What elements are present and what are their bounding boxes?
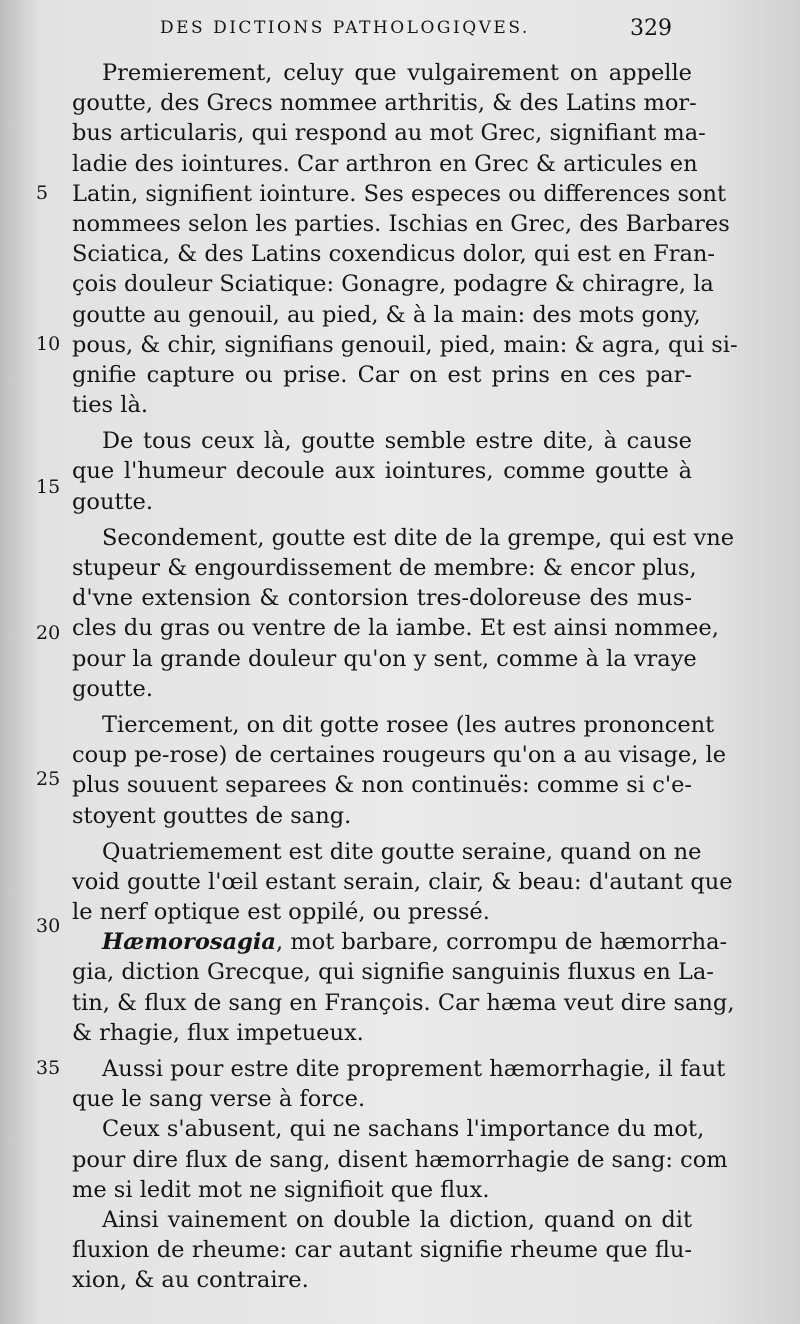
text-line: le nerf optique est oppilé, ou pressé.	[72, 899, 490, 926]
text-line	[72, 927, 728, 957]
text-line: stoyent gouttes de sang.	[72, 802, 352, 829]
text-line: Latin, signifient iointure. Ses especes ou differences sont	[72, 180, 727, 207]
text-line: ladie des iointures. Car arthron en Grec & articules en	[72, 150, 698, 177]
text-line: gnifie capture ou prise. Car on est prins en ces par-	[72, 361, 692, 388]
text-line: goutte.	[72, 675, 153, 702]
body-text	[72, 58, 738, 1296]
line-number: 15	[36, 476, 61, 498]
text-line: Tiercement, on dit gotte rosee (les autres prononcent	[102, 711, 715, 738]
text-line: Ceux s'abusent, qui ne sachans l'importance du mot,	[102, 1116, 705, 1143]
text-fragment: , mot barbare, corrompu de hæmorrha-	[276, 929, 728, 956]
text-line: nommees selon les parties. Ischias en Grec, des Barbares	[72, 210, 730, 237]
text-line: Quatriemement est dite goutte seraine, quand on ne	[102, 838, 702, 865]
text-line: coup pe-rose) de certaines rougeurs qu'on a au visage, le	[72, 742, 727, 769]
text-line: pous, & chir, signifians genouil, pied, main: & agra, qui si-	[72, 331, 738, 358]
latin-term: Hæmorosagia	[102, 929, 277, 956]
line-number: 5	[36, 182, 49, 204]
text-line: goutte, des Grecs nommee arthritis, & des Latins mor-	[72, 90, 697, 117]
text-line: goutte.	[72, 488, 153, 515]
text-line: pour la grande douleur qu'on y sent, comme à la vraye	[72, 645, 697, 672]
text-line: pour dire flux de sang, disent hæmorrhagie de sang: com	[72, 1146, 728, 1173]
text-line: fluxion de rheume: car autant signifie rheume que flu-	[72, 1237, 692, 1264]
line-number: 35	[36, 1057, 61, 1079]
text-line: que l'humeur decoule aux iointures, comme goutte à	[72, 458, 692, 485]
text-line: gia, diction Grecque, qui signifie sanguinis fluxus en La-	[72, 959, 714, 986]
running-head: DES DICTIONS PATHOLOGIQVES.	[160, 18, 530, 38]
line-number: 25	[36, 768, 61, 790]
text-line: Sciatica, & des Latins coxendicus dolor, qui est en Fran-	[72, 241, 716, 268]
text-line: void goutte l'œil estant serain, clair, & beau: d'autant que	[72, 868, 733, 895]
text-line: De tous ceux là, goutte semble estre dite, à cause	[102, 428, 692, 455]
text-line: ties là.	[72, 392, 149, 419]
text-line: me si ledit mot ne signifioit que flux.	[72, 1176, 490, 1203]
text-line: plus souuent separees & non continuës: comme si c'e-	[72, 772, 692, 799]
line-number: 20	[36, 622, 61, 644]
line-number: 10	[36, 333, 61, 355]
line-number: 30	[36, 915, 61, 937]
text-line: cles du gras ou ventre de la iambe. Et est ainsi nommee,	[72, 615, 719, 642]
text-line: stupeur & engourdissement de membre: & encor plus,	[72, 555, 697, 581]
page-number: 329	[630, 16, 672, 41]
text-line: çois douleur Sciatique: Gonagre, podagre & chiragre, la	[72, 271, 714, 298]
text-line: Ainsi vainement on double la diction, quand on dit	[102, 1206, 692, 1233]
text-line: d'vne extension & contorsion tres-doloreuse des mus-	[72, 585, 692, 612]
text-line: Premierement, celuy que vulgairement on appelle	[102, 60, 692, 86]
text-line: & rhagie, flux impetueux.	[72, 1019, 364, 1046]
text-line: xion, & au contraire.	[72, 1267, 309, 1294]
text-line: Aussi pour estre dite proprement hæmorrhagie, il faut	[102, 1056, 726, 1082]
text-line: Secondement, goutte est dite de la grempe, qui est vne	[102, 524, 735, 551]
text-line: tin, & flux de sang en François. Car hæma veut dire sang,	[72, 989, 735, 1016]
text-line: bus articularis, qui respond au mot Grec, signifiant ma-	[72, 120, 706, 147]
text-line: que le sang verse à force.	[72, 1086, 366, 1113]
text-line: goutte au genouil, au pied, & à la main: des mots gony,	[72, 301, 701, 328]
